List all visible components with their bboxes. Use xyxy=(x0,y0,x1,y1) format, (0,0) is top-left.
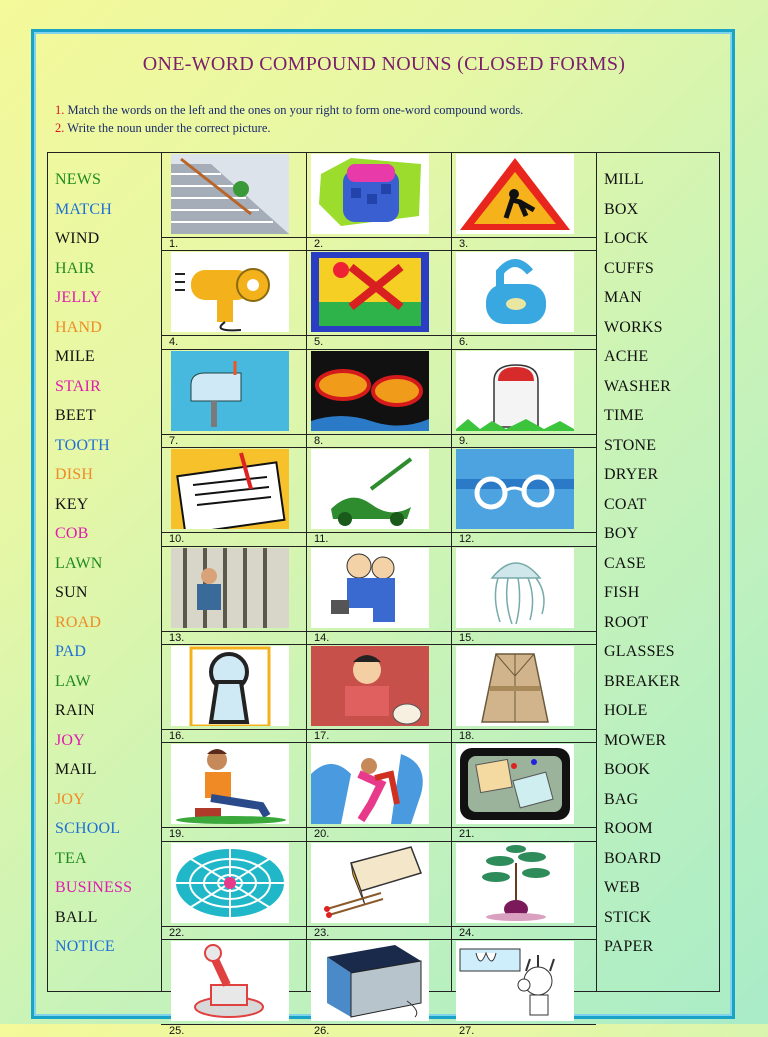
left-word: LAW xyxy=(55,672,91,690)
column-divider xyxy=(451,152,452,992)
picture-number: 17. xyxy=(314,730,330,742)
row-divider xyxy=(161,349,596,350)
picture-number: 24. xyxy=(459,926,475,939)
right-word: BOY xyxy=(604,525,639,542)
beetroot-picture xyxy=(456,843,574,923)
right-word: STICK xyxy=(604,908,652,926)
left-word: JOY xyxy=(55,790,85,808)
left-word: COB xyxy=(55,525,89,542)
row-divider xyxy=(161,546,596,547)
right-word: STONE xyxy=(604,436,657,454)
picture-number: 18. xyxy=(459,730,475,742)
answer-line xyxy=(161,827,596,828)
picture-number: 3. xyxy=(459,238,469,250)
mailbox-picture xyxy=(171,351,289,431)
picture-number: 6. xyxy=(459,336,469,349)
left-word: NOTICE xyxy=(55,938,115,955)
picture-number: 22. xyxy=(169,926,185,939)
lawnmower-picture xyxy=(311,449,429,529)
left-word: WIND xyxy=(55,230,100,247)
left-word: DISH xyxy=(55,466,94,483)
right-word: DRYER xyxy=(604,466,659,483)
right-word: BOOK xyxy=(604,761,651,778)
picture-number: 11. xyxy=(314,533,329,546)
answer-line xyxy=(161,926,596,927)
picture-number: 2. xyxy=(314,238,324,250)
right-word: BOX xyxy=(604,200,639,218)
dishwasher-picture xyxy=(311,941,429,1021)
left-word: STAIR xyxy=(55,377,101,395)
left-word: TEA xyxy=(55,849,87,867)
hair-dryer-picture xyxy=(171,252,289,332)
right-word: PAPER xyxy=(604,938,654,955)
matchbox-picture xyxy=(311,843,429,923)
row-divider xyxy=(161,644,596,645)
left-word: LAWN xyxy=(55,554,103,572)
right-word: MAN xyxy=(604,289,642,306)
left-word: PAD xyxy=(55,643,87,660)
windmill-picture xyxy=(311,252,429,332)
left-word: ROAD xyxy=(55,613,102,631)
right-word: HOLE xyxy=(604,702,648,719)
picture-number: 19. xyxy=(169,828,185,841)
picture-number: 1. xyxy=(169,238,179,250)
left-word: HAIR xyxy=(55,259,95,277)
joystick-picture xyxy=(171,941,289,1021)
left-word: BEET xyxy=(55,407,96,424)
right-word: CASE xyxy=(604,554,646,572)
left-word: MAIL xyxy=(55,761,97,778)
right-word: BAG xyxy=(604,790,639,808)
right-word: COAT xyxy=(604,495,647,513)
trench-coat-picture xyxy=(456,646,574,726)
row-divider xyxy=(161,742,596,743)
right-word: ROOT xyxy=(604,613,649,631)
right-word: TIME xyxy=(604,407,644,424)
right-word: ACHE xyxy=(604,348,649,365)
right-word: ROOM xyxy=(604,820,653,837)
spiderweb-picture xyxy=(171,843,289,923)
picture-number: 14. xyxy=(314,631,330,644)
answer-line xyxy=(161,434,596,435)
backpack-picture xyxy=(311,154,429,234)
picture-number: 26. xyxy=(314,1025,330,1037)
left-word: BALL xyxy=(55,908,98,926)
left-word: NEWS xyxy=(55,171,102,188)
toothache-picture xyxy=(456,941,574,1021)
picture-number: 27. xyxy=(459,1025,475,1037)
left-word: RAIN xyxy=(55,702,95,719)
keyhole-picture xyxy=(171,646,289,726)
padlock-picture xyxy=(456,252,574,332)
dancers-picture xyxy=(311,744,429,824)
column-divider xyxy=(306,152,307,992)
picture-number: 16. xyxy=(169,730,185,742)
page-title: ONE-WORD COMPOUND NOUNS (CLOSED FORMS) xyxy=(142,53,626,75)
picture-number: 25. xyxy=(169,1025,185,1037)
right-word: MOWER xyxy=(604,731,667,749)
left-word: TOOTH xyxy=(55,436,110,454)
right-word: GLASSES xyxy=(604,643,675,660)
jellyfish-picture xyxy=(456,548,574,628)
road-works-sign-picture xyxy=(456,154,574,234)
answer-line xyxy=(161,1024,596,1025)
right-word: BOARD xyxy=(604,849,662,867)
left-word: JELLY xyxy=(55,289,102,306)
milestone-picture xyxy=(456,351,574,431)
picture-number: 12. xyxy=(459,533,475,546)
answer-line xyxy=(161,335,596,336)
reading-student-picture xyxy=(171,744,289,824)
right-word: LOCK xyxy=(604,230,649,247)
right-word: MILL xyxy=(604,171,644,188)
picture-number: 8. xyxy=(314,434,324,447)
left-word: MATCH xyxy=(55,200,113,218)
picture-number: 13. xyxy=(169,631,185,644)
picture-number: 20. xyxy=(314,828,330,841)
businessman-picture xyxy=(311,548,429,628)
picture-number: 21. xyxy=(459,828,475,841)
row-divider xyxy=(161,250,596,251)
sunglasses-picture xyxy=(311,351,429,431)
answer-line xyxy=(161,237,596,238)
instruction-1: 1. Match the words on the left and the ones on your right to form one-word compound words. xyxy=(55,103,524,117)
row-divider xyxy=(161,939,596,940)
row-divider xyxy=(161,841,596,842)
noticeboard-picture xyxy=(456,744,574,824)
column-divider xyxy=(161,152,162,992)
right-word: BREAKER xyxy=(604,672,681,690)
picture-number: 23. xyxy=(314,926,330,939)
right-word: WEB xyxy=(604,879,641,896)
picture-number: 4. xyxy=(169,336,179,349)
left-word: KEY xyxy=(55,495,89,513)
left-word: JOY xyxy=(55,731,85,749)
right-word: WORKS xyxy=(604,318,663,336)
right-word: CUFFS xyxy=(604,259,654,277)
picture-number: 9. xyxy=(459,434,469,447)
picture-number: 5. xyxy=(314,336,324,349)
answer-line xyxy=(161,532,596,533)
instruction-2: 2. Write the noun under the correct picture. xyxy=(55,121,271,135)
answer-line xyxy=(161,631,596,632)
left-word: BUSINESS xyxy=(55,879,133,896)
right-word: WASHER xyxy=(604,377,671,395)
staircase-picture xyxy=(171,154,289,234)
row-divider xyxy=(161,447,596,448)
answer-line xyxy=(161,729,596,730)
left-word: SCHOOL xyxy=(55,820,121,837)
left-word: SUN xyxy=(55,584,88,601)
newspaper-picture xyxy=(171,449,289,529)
picture-number: 7. xyxy=(169,434,179,447)
picture-number: 15. xyxy=(459,631,475,644)
right-word: FISH xyxy=(604,584,640,601)
left-word: HAND xyxy=(55,318,103,336)
picture-number: 10. xyxy=(169,533,185,546)
left-word: MILE xyxy=(55,348,95,365)
handcuffs-picture xyxy=(456,449,574,529)
jail-bars-picture xyxy=(171,548,289,628)
tea-drinker-picture xyxy=(311,646,429,726)
column-divider xyxy=(596,152,597,992)
